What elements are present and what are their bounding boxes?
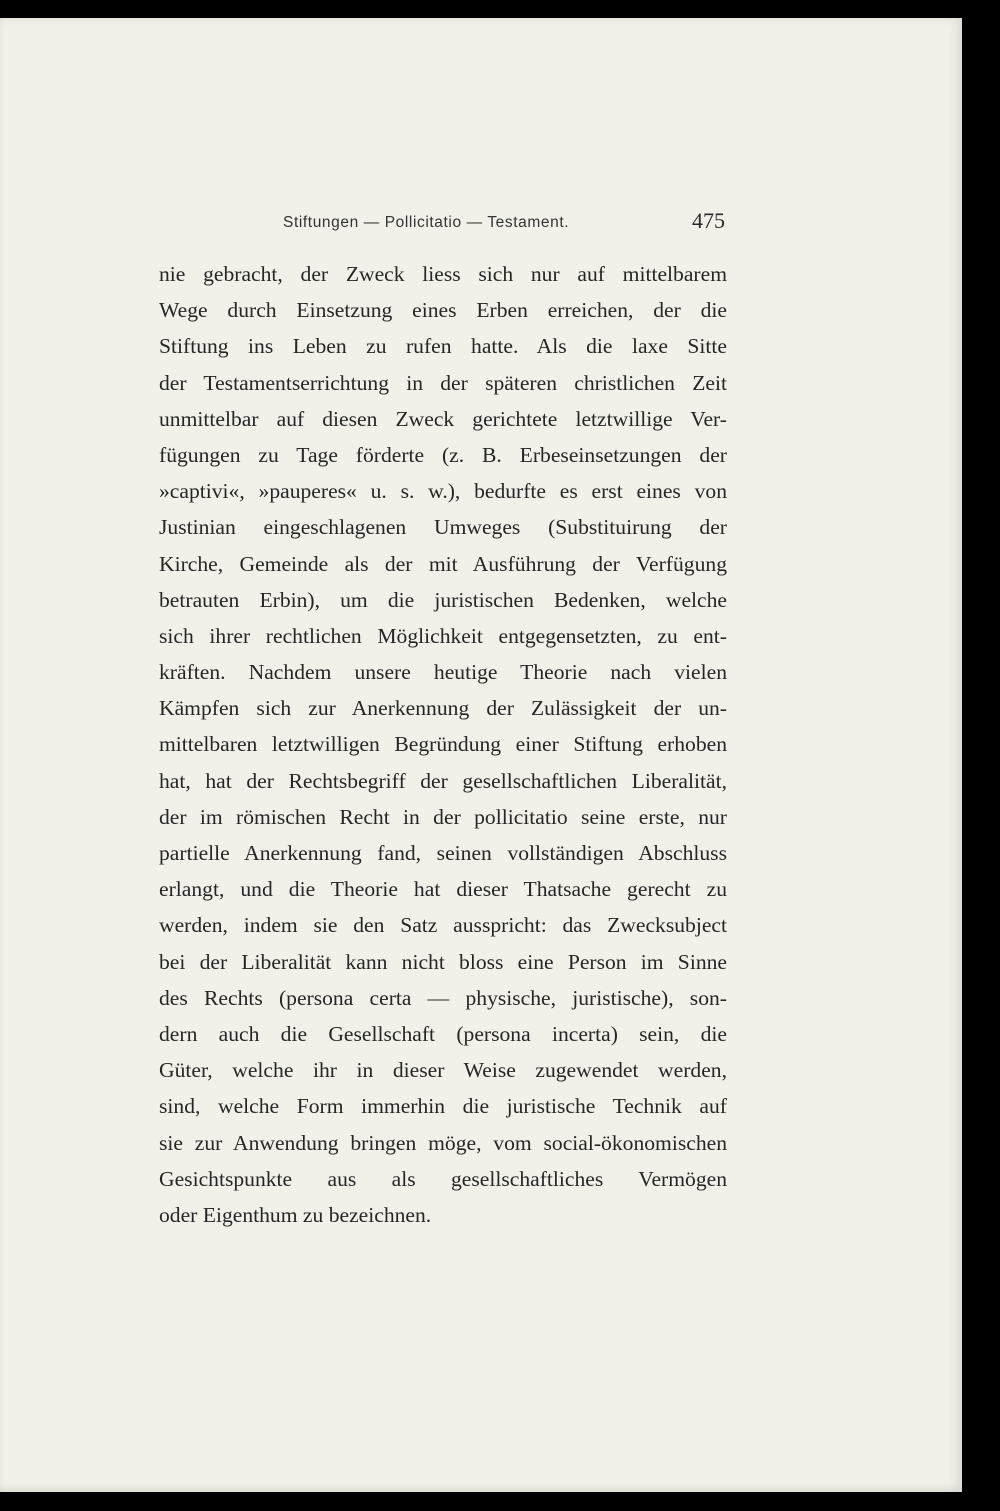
text-line: Kämpfen sich zur Anerkennung der Zulässigkeit der un- [159,696,727,721]
text-line: der Testamentserrichtung in der späteren christlichen Zeit [159,370,727,395]
text-line: fügungen zu Tage förderte (z. B. Erbeseinsetzungen der [159,442,727,467]
text-line: nie gebracht, der Zweck liess sich nur auf mittelbarem [159,262,727,286]
text-line: betrauten Erbin), um die juristischen Bedenken, welche [159,587,727,612]
text-line: Wege durch Einsetzung eines Erben erreichen, der die [159,298,727,323]
body-text [159,256,727,1233]
text-line: bei der Liberalität kann nicht bloss eine Person im Sinne [159,949,727,974]
text-line: sind, welche Form immerhin die juristische Technik auf [159,1094,727,1119]
book-page [0,18,962,1492]
text-line: oder Eigenthum zu bezeichnen. [159,1202,432,1227]
text-line: werden, indem sie den Satz ausspricht: das Zwecksubject [159,913,727,938]
text-line: Stiftung ins Leben zu rufen hatte. Als die laxe Sitte [159,334,727,359]
text-line: hat, hat der Rechtsbegriff der gesellschaftlichen Liberalität, [159,768,727,793]
text-line: »captivi«, »pauperes« u. s. w.), bedurfte es erst eines von [159,479,727,504]
text-line: des Rechts (persona certa — physische, juristische), son- [159,985,727,1010]
text-line: erlangt, und die Theorie hat dieser Thatsache gerecht zu [159,877,727,902]
text-line: Justinian eingeschlagenen Umweges (Substituirung der [159,515,727,540]
text-line: dern auch die Gesellschaft (persona incerta) sein, die [159,1021,727,1046]
text-line: sie zur Anwendung bringen möge, vom social-ökonomischen [159,1130,727,1155]
text-line: partielle Anerkennung fand, seinen vollständigen Abschluss [159,841,727,865]
text-line: Kirche, Gemeinde als der mit Ausführung der Verfügung [159,551,727,576]
page-number: 475 [692,208,725,233]
text-line: sich ihrer rechtlichen Möglichkeit entgegensetzten, zu ent- [159,623,727,648]
text-line: kräften. Nachdem unsere heutige Theorie nach vielen [159,660,727,685]
running-head: Stiftungen — Pollicitatio — Testament. [283,214,570,231]
text-line: Gesichtspunkte aus als gesellschaftliches Vermögen [159,1166,727,1191]
text-line: unmittelbar auf diesen Zweck gerichtete letztwillige Ver- [159,406,727,431]
text-line: der im römischen Recht in der pollicitatio seine erste, nur [159,804,727,829]
text-line: mittelbaren letztwilligen Begründung einer Stiftung erhoben [159,732,727,757]
page-header [283,208,725,240]
text-line: Güter, welche ihr in dieser Weise zugewendet werden, [159,1058,727,1083]
